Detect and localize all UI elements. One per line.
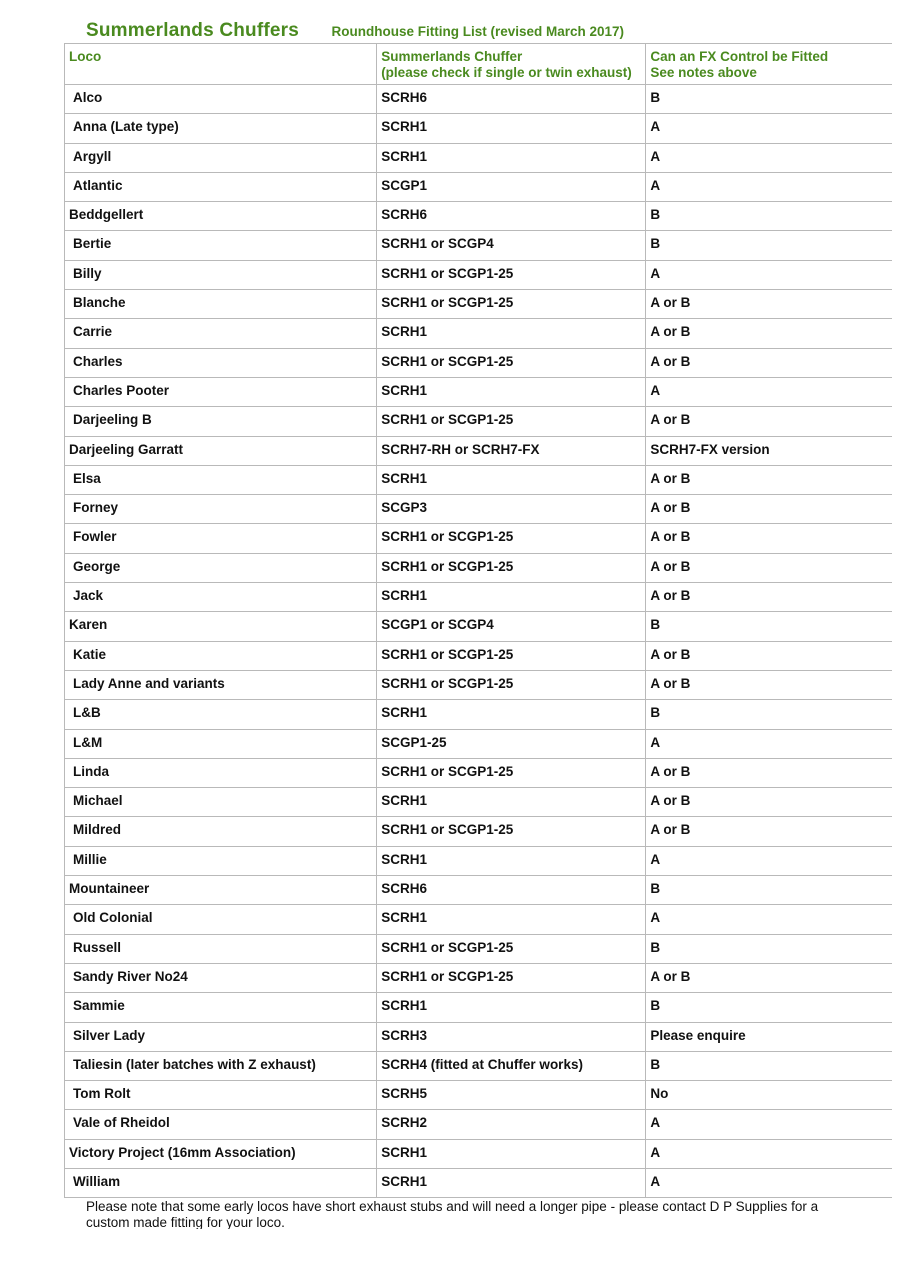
- cell-fx: B: [646, 876, 892, 905]
- table-row: [65, 1081, 893, 1110]
- cell-chuffer: SCRH1: [377, 993, 646, 1022]
- column-header-fx: [646, 44, 892, 85]
- cell-fx: A or B: [646, 758, 892, 787]
- cell-fx: SCRH7-FX version: [646, 436, 892, 465]
- cell-fx: A: [646, 172, 892, 201]
- table-row: [65, 670, 893, 699]
- cell-fx: A or B: [646, 407, 892, 436]
- cell-chuffer: SCRH1: [377, 1139, 646, 1168]
- table-row: [65, 641, 893, 670]
- cell-loco: Jack: [65, 583, 377, 612]
- cell-chuffer: SCRH1: [377, 1168, 646, 1197]
- cell-chuffer: SCRH1 or SCGP1-25: [377, 758, 646, 787]
- table-row: [65, 993, 893, 1022]
- cell-fx: A: [646, 1168, 892, 1197]
- cell-fx: A or B: [646, 963, 892, 992]
- cell-loco: Forney: [65, 495, 377, 524]
- cell-chuffer: SCRH1 or SCGP1-25: [377, 934, 646, 963]
- cell-fx: B: [646, 1051, 892, 1080]
- cell-fx: No: [646, 1081, 892, 1110]
- column-header-chuffer: [377, 44, 646, 85]
- column-header-subline: (please check if single or twin exhaust): [381, 65, 632, 80]
- cell-fx: A or B: [646, 670, 892, 699]
- cell-loco: Karen: [65, 612, 377, 641]
- cell-loco: William: [65, 1168, 377, 1197]
- cell-fx: A: [646, 1110, 892, 1139]
- table-row: [65, 1168, 893, 1197]
- cell-chuffer: SCGP3: [377, 495, 646, 524]
- cell-loco: Vale of Rheidol: [65, 1110, 377, 1139]
- cell-fx: B: [646, 700, 892, 729]
- cell-chuffer: SCRH1: [377, 846, 646, 875]
- table-row: [65, 319, 893, 348]
- cell-loco: Darjeeling Garratt: [65, 436, 377, 465]
- table-row: [65, 465, 893, 494]
- cell-loco: Michael: [65, 788, 377, 817]
- cell-chuffer: SCRH1 or SCGP1-25: [377, 290, 646, 319]
- table-header-row: [65, 44, 893, 85]
- cell-loco: Alco: [65, 85, 377, 114]
- table-row: [65, 172, 893, 201]
- cell-loco: Katie: [65, 641, 377, 670]
- table-row: [65, 788, 893, 817]
- cell-chuffer: SCRH1 or SCGP1-25: [377, 553, 646, 582]
- cell-chuffer: SCRH1 or SCGP4: [377, 231, 646, 260]
- cell-chuffer: SCRH1: [377, 465, 646, 494]
- cell-loco: Blanche: [65, 290, 377, 319]
- cell-loco: Bertie: [65, 231, 377, 260]
- cell-loco: Mildred: [65, 817, 377, 846]
- table-row: [65, 290, 893, 319]
- cell-fx: A: [646, 143, 892, 172]
- table-row: [65, 231, 893, 260]
- cell-loco: Atlantic: [65, 172, 377, 201]
- cell-chuffer: SCRH1 or SCGP1-25: [377, 963, 646, 992]
- cell-loco: Linda: [65, 758, 377, 787]
- cell-chuffer: SCRH1 or SCGP1-25: [377, 641, 646, 670]
- footnote: Please note that some early locos have short exhaust stubs and will need a longer pipe - please contact D P Supplies for a custom made fitting for your loco.: [86, 1199, 819, 1229]
- table-row: [65, 85, 893, 114]
- cell-loco: L&M: [65, 729, 377, 758]
- table-row: [65, 905, 893, 934]
- cell-loco: Billy: [65, 260, 377, 289]
- table-row: [65, 729, 893, 758]
- cell-chuffer: SCRH1: [377, 377, 646, 406]
- table-row: [65, 143, 893, 172]
- table-row: [65, 963, 893, 992]
- table-row: [65, 202, 893, 231]
- cell-chuffer: SCRH7-RH or SCRH7-FX: [377, 436, 646, 465]
- cell-loco: Silver Lady: [65, 1022, 377, 1051]
- cell-chuffer: SCRH1 or SCGP1-25: [377, 524, 646, 553]
- cell-loco: George: [65, 553, 377, 582]
- cell-chuffer: SCRH6: [377, 876, 646, 905]
- cell-fx: A: [646, 260, 892, 289]
- cell-chuffer: SCRH1 or SCGP1-25: [377, 407, 646, 436]
- cell-chuffer: SCRH1: [377, 788, 646, 817]
- column-header-line: Summerlands Chuffer: [381, 49, 523, 64]
- cell-chuffer: SCRH1: [377, 319, 646, 348]
- column-header-line: Can an FX Control be Fitted: [650, 49, 829, 64]
- cell-fx: A or B: [646, 465, 892, 494]
- table-row: [65, 260, 893, 289]
- cell-chuffer: SCRH3: [377, 1022, 646, 1051]
- table-row: [65, 876, 893, 905]
- cell-chuffer: SCRH6: [377, 202, 646, 231]
- cell-loco: L&B: [65, 700, 377, 729]
- table-row: [65, 377, 893, 406]
- cell-loco: Millie: [65, 846, 377, 875]
- cell-fx: A: [646, 377, 892, 406]
- table-row: [65, 612, 893, 641]
- cell-chuffer: SCRH1: [377, 700, 646, 729]
- cell-fx: A or B: [646, 817, 892, 846]
- cell-fx: B: [646, 202, 892, 231]
- table-row: [65, 817, 893, 846]
- table-row: [65, 583, 893, 612]
- cell-loco: Elsa: [65, 465, 377, 494]
- cell-chuffer: SCRH4 (fitted at Chuffer works): [377, 1051, 646, 1080]
- table-row: [65, 524, 893, 553]
- cell-fx: A: [646, 1139, 892, 1168]
- cell-fx: A or B: [646, 319, 892, 348]
- fitting-table: [64, 43, 892, 1198]
- cell-chuffer: SCRH1 or SCGP1-25: [377, 260, 646, 289]
- cell-loco: Charles: [65, 348, 377, 377]
- table-row: [65, 495, 893, 524]
- cell-loco: Mountaineer: [65, 876, 377, 905]
- cell-chuffer: SCRH6: [377, 85, 646, 114]
- cell-fx: B: [646, 934, 892, 963]
- cell-fx: A or B: [646, 788, 892, 817]
- cell-fx: A or B: [646, 290, 892, 319]
- cell-loco: Charles Pooter: [65, 377, 377, 406]
- table-row: [65, 934, 893, 963]
- cell-fx: A or B: [646, 348, 892, 377]
- cell-loco: Lady Anne and variants: [65, 670, 377, 699]
- table-row: [65, 700, 893, 729]
- cell-loco: Sammie: [65, 993, 377, 1022]
- table-row: [65, 436, 893, 465]
- cell-chuffer: SCGP1: [377, 172, 646, 201]
- cell-fx: Please enquire: [646, 1022, 892, 1051]
- table-row: [65, 1051, 893, 1080]
- cell-fx: B: [646, 993, 892, 1022]
- cell-chuffer: SCRH1: [377, 143, 646, 172]
- column-header-loco: [65, 44, 377, 85]
- table-row: [65, 553, 893, 582]
- cell-fx: A: [646, 905, 892, 934]
- table-row: [65, 1022, 893, 1051]
- cell-loco: Old Colonial: [65, 905, 377, 934]
- cell-loco: Argyll: [65, 143, 377, 172]
- table-row: [65, 1110, 893, 1139]
- cell-loco: Tom Rolt: [65, 1081, 377, 1110]
- cell-loco: Sandy River No24: [65, 963, 377, 992]
- page-header: [86, 20, 886, 44]
- cell-fx: A or B: [646, 553, 892, 582]
- cell-fx: B: [646, 85, 892, 114]
- cell-loco: Fowler: [65, 524, 377, 553]
- cell-chuffer: SCGP1 or SCGP4: [377, 612, 646, 641]
- cell-chuffer: SCRH1 or SCGP1-25: [377, 348, 646, 377]
- column-header-subline: See notes above: [650, 65, 757, 80]
- cell-chuffer: SCRH1: [377, 583, 646, 612]
- table-row: [65, 758, 893, 787]
- cell-chuffer: SCRH1 or SCGP1-25: [377, 670, 646, 699]
- cell-chuffer: SCRH1: [377, 114, 646, 143]
- brand-title: Summerlands Chuffers: [86, 20, 300, 41]
- cell-fx: A or B: [646, 641, 892, 670]
- cell-loco: Taliesin (later batches with Z exhaust): [65, 1051, 377, 1080]
- cell-loco: Darjeeling B: [65, 407, 377, 436]
- table-row: [65, 348, 893, 377]
- document-subtitle: Roundhouse Fitting List (revised March 2017): [331, 24, 625, 39]
- cell-fx: A: [646, 846, 892, 875]
- cell-loco: Anna (Late type): [65, 114, 377, 143]
- cell-chuffer: SCRH2: [377, 1110, 646, 1139]
- cell-loco: Victory Project (16mm Association): [65, 1139, 377, 1168]
- cell-loco: Russell: [65, 934, 377, 963]
- cell-fx: A: [646, 729, 892, 758]
- cell-loco: Carrie: [65, 319, 377, 348]
- cell-fx: A or B: [646, 524, 892, 553]
- cell-fx: A or B: [646, 583, 892, 612]
- cell-chuffer: SCRH1 or SCGP1-25: [377, 817, 646, 846]
- cell-fx: B: [646, 231, 892, 260]
- cell-chuffer: SCGP1-25: [377, 729, 646, 758]
- cell-chuffer: SCRH5: [377, 1081, 646, 1110]
- cell-fx: B: [646, 612, 892, 641]
- table-row: [65, 114, 893, 143]
- column-header-line: Loco: [69, 49, 102, 64]
- cell-fx: A or B: [646, 495, 892, 524]
- table-body: [65, 85, 893, 1198]
- cell-fx: A: [646, 114, 892, 143]
- table-row: [65, 846, 893, 875]
- table-row: [65, 1139, 893, 1168]
- cell-chuffer: SCRH1: [377, 905, 646, 934]
- table-row: [65, 407, 893, 436]
- cell-loco: Beddgellert: [65, 202, 377, 231]
